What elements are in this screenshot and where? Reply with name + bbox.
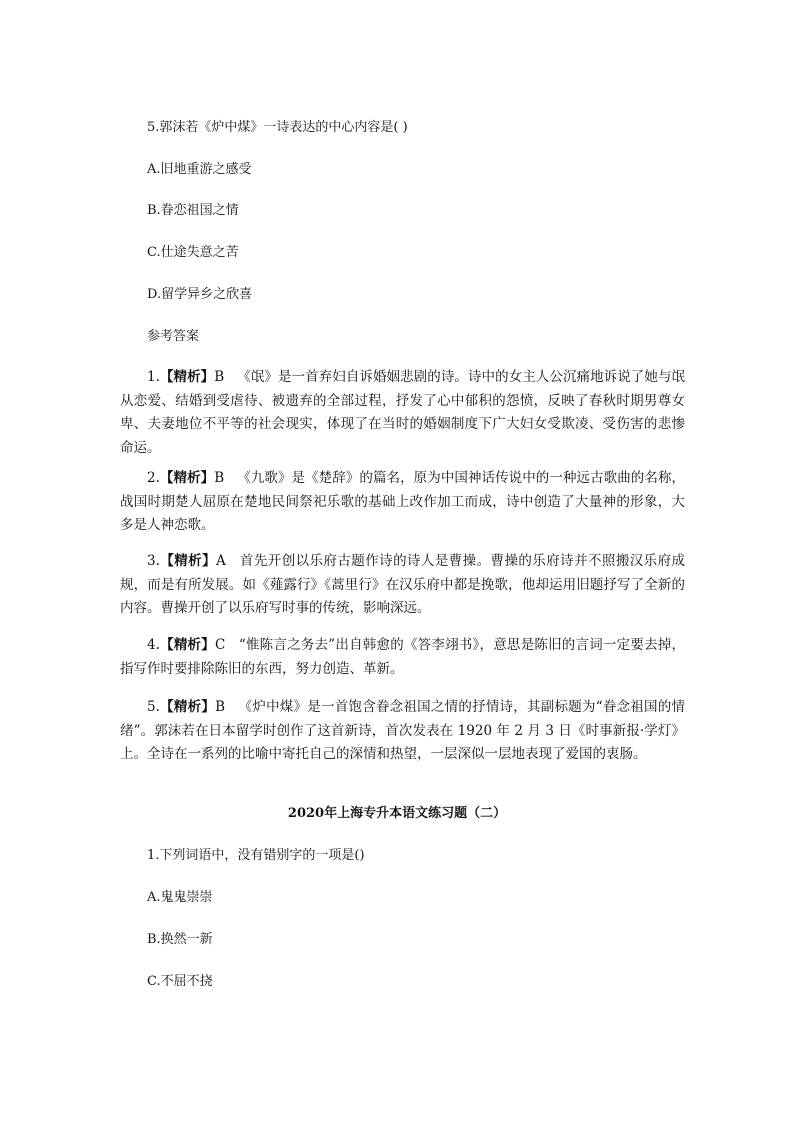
answer-5-key: B: [215, 699, 225, 715]
answer-4-tag: 【精析】: [159, 637, 215, 653]
question-1-option-b: B.换然一新: [147, 932, 213, 947]
question-1-option-a: A.鬼鬼崇崇: [147, 890, 213, 905]
answer-5-num: 5.: [147, 699, 160, 715]
answer-5: [120, 696, 685, 767]
answer-2-key: B: [214, 470, 225, 486]
answer-1-num: 1.: [147, 369, 160, 385]
answer-3-text: 首先开创以乐府古题作诗的诗人是曹操。曹操的乐府诗并不照搬汉乐府成规，而是有所发展。如《薤露行》《蒿里行》在汉乐府中都是挽歌，他却运用旧题抒写了全新的内容。曹操开创了以乐府写时事的传统，影响深远。: [120, 553, 686, 616]
answer-1-tag: 【精析】: [159, 369, 215, 385]
answer-3: [120, 550, 685, 621]
answer-1-key: B: [214, 369, 225, 385]
answer-5-tag: 【精析】: [159, 699, 216, 715]
answer-5-text: 《炉中煤》是一首饱含眷念祖国之情的抒情诗，其副标题为“眷念祖国的情绪”。郭沫若在日本留学时创作了这首新诗，首次发表在 1920 年 2 月 3 日《时事新报·学灯》上。全诗在一系列的比喻中寄托自己的深情和热望，一层深似一层地表现了爱国的衷肠。: [120, 699, 686, 762]
question-5-option-c: C.仕途失意之苦: [147, 245, 239, 260]
question-1-option-c: C.不屈不挠: [147, 974, 213, 989]
answer-2-num: 2.: [147, 470, 160, 486]
question-5-option-a: A.旧地重游之感受: [147, 162, 252, 177]
answer-2-tag: 【精析】: [159, 470, 215, 486]
answer-4-num: 4.: [147, 637, 160, 653]
question-5-option-b: B.眷恋祖国之情: [147, 203, 239, 218]
question-5-stem: 5.郭沫若《炉中煤》一诗表达的中心内容是( ): [147, 120, 408, 135]
question-5-option-d: D.留学异乡之欣喜: [147, 287, 253, 302]
answer-2-text: 《九歌》是《楚辞》的篇名，原为中国神话传说中的一种远古歌曲的名称，战国时期楚人屈原在楚地民间祭祀乐歌的基础上改作加工而成，诗中创造了大量神的形象，大多是人神恋歌。: [120, 470, 686, 533]
answer-3-num: 3.: [147, 553, 160, 569]
section-title: 2020年上海专升本语文练习题（二）: [287, 806, 507, 821]
answers-title: 参考答案: [147, 329, 200, 344]
answer-4-key: C: [214, 637, 226, 653]
answer-1-text: 《氓》是一首弃妇自诉婚姻悲剧的诗。诗中的女主人公沉痛地诉说了她与氓从恋爱、结婚到受虐待、被遗弃的全部过程，抒发了心中郁积的怨愤，反映了春秋时期男尊女卑、夫妻地位不平等的社会现实，体现了在当时的婚姻制度下广大妇女受欺凌、受伤害的悲惨命运。: [120, 369, 686, 456]
answer-4: [120, 634, 685, 681]
answer-3-tag: 【精析】: [159, 553, 217, 569]
question-1-stem: 1.下列词语中，没有错别字的一项是(): [147, 848, 365, 863]
answer-4-text: “惟陈言之务去”出自韩愈的《答李翊书》，意思是陈旧的言词一定要去掉，指写作时要排除陈旧的东西，努力创造、革新。: [120, 637, 686, 677]
answer-2: [120, 467, 685, 538]
answer-3-key: A: [216, 553, 226, 569]
answer-1: [120, 366, 685, 460]
